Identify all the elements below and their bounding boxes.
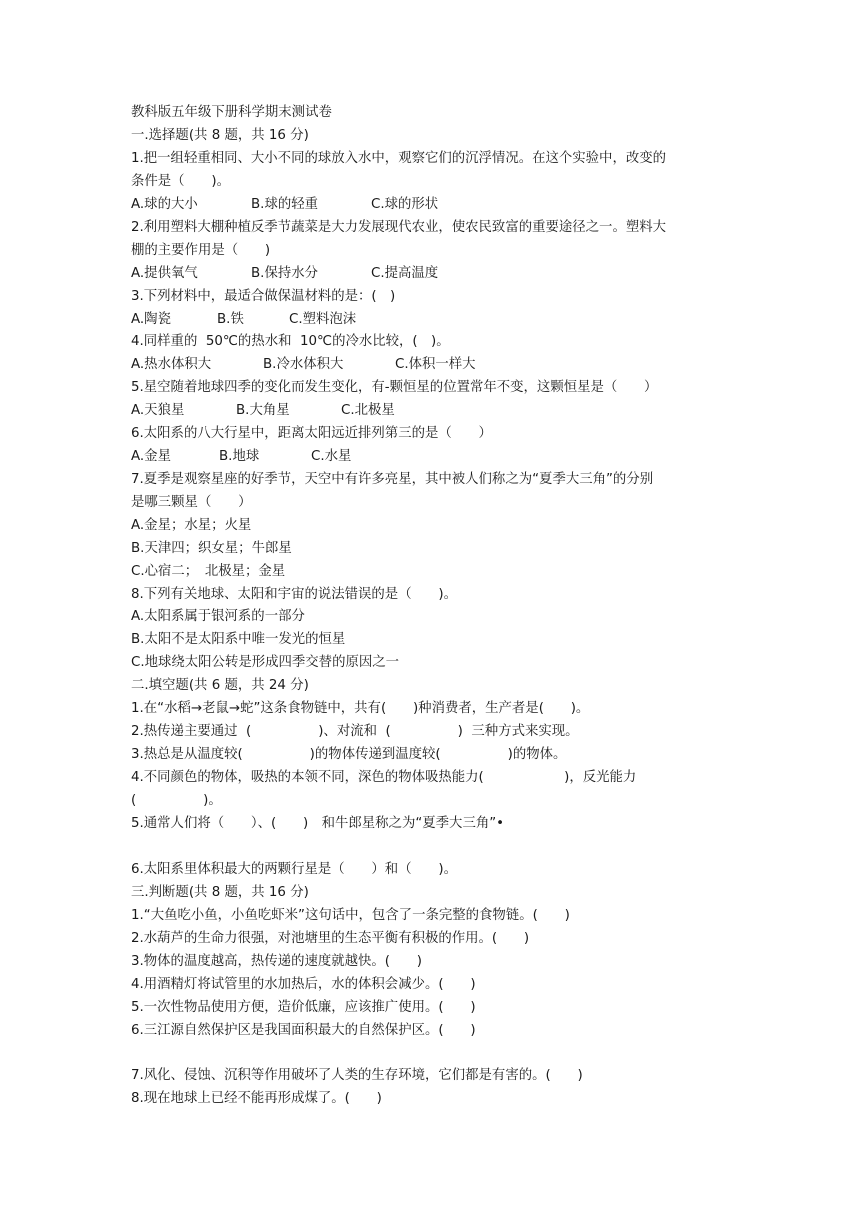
question-text: 7.夏季是观察星座的好季节，天空中有许多亮星，其中被人们称之为“夏季大三角”的分别	[131, 472, 654, 487]
option-b: B.地球	[219, 449, 260, 464]
option-b: B.保持水分	[251, 266, 319, 281]
option-a: A.陶瓷	[131, 312, 171, 327]
question-text: 2.利用塑料大棚种植反季节蔬菜是大力发展现代农业，使农民致富的重要途径之一。塑料大	[131, 220, 667, 235]
page-title: 教科版五年级下册科学期末测试卷	[131, 105, 332, 120]
question-text: 2.水葫芦的生命力很强，对池塘里的生态平衡有积极的作用。( )	[131, 931, 530, 946]
question-text: 5.通常人们将（ ）、( ) 和牛郎星称之为“夏季大三角”•	[131, 816, 505, 831]
option-c: C.塑料泡沫	[289, 312, 357, 327]
question-text: 5.星空随着地球四季的变化而发生变化，有-颗恒星的位置常年不变，这颗恒星是（ ）	[131, 380, 658, 395]
option-b: B.大角星	[236, 403, 290, 418]
option-a: A.提供氧气	[131, 266, 198, 281]
question-text: 4.不同颜色的物体，吸热的本领不同，深色的物体吸热能力( )，反光能力	[131, 770, 637, 785]
option-b: B.冷水体积大	[263, 357, 344, 372]
option-b: B.铁	[217, 312, 244, 327]
question-text: 4.用酒精灯将试管里的水加热后，水的体积会减少。( )	[131, 977, 476, 992]
option-c: C.提高温度	[371, 266, 439, 281]
question-text: 3.热总是从温度较( )的物体传递到温度较( )的物体。	[131, 747, 567, 762]
option-c: C.北极星	[341, 403, 395, 418]
option-a: A.球的大小	[131, 197, 198, 212]
question-text: 6.三江源自然保护区是我国面积最大的自然保护区。( )	[131, 1023, 476, 1038]
question-text: 8.现在地球上已经不能再形成煤了。( )	[131, 1091, 382, 1106]
option-b: B.球的轻重	[251, 197, 319, 212]
question-text: 棚的主要作用是（ )	[131, 243, 271, 258]
question-text: 5.一次性物品使用方便，造价低廉，应该推广使用。( )	[131, 1000, 476, 1015]
option-a: A.热水体积大	[131, 357, 212, 372]
question-text: 3.物体的温度越高，热传递的速度就越快。( )	[131, 954, 423, 969]
question-text: 6.太阳系的八大行星中，距离太阳远近排列第三的是（ ）	[131, 426, 492, 441]
section-heading-judge: 三.判断题(共 8 题，共 16 分)	[131, 885, 309, 900]
option-a: A.天狼星	[131, 403, 185, 418]
option-c: C.心宿二； 北极星；金星	[131, 564, 286, 579]
option-a: A.太阳系属于银河系的一部分	[131, 609, 305, 624]
question-text: 2.热传递主要通过 ( )、对流和 ( ) 三种方式来实现。	[131, 724, 579, 739]
question-text: 4.同样重的 50℃的热水和 10℃的冷水比较，( )。	[131, 334, 450, 349]
question-text: 3.下列材料中，最适合做保温材料的是：( )	[131, 289, 396, 304]
option-c: C.地球绕太阳公转是形成四季交替的原因之一	[131, 655, 400, 670]
option-b: B.天津四；织女星；牛郎星	[131, 541, 292, 556]
option-a: A.金星	[131, 449, 171, 464]
question-text: 8.下列有关地球、太阳和宇宙的说法错误的是（ )。	[131, 587, 457, 602]
option-c: C.球的形状	[371, 197, 439, 212]
question-text: 7.风化、侵蚀、沉积等作用破坏了人类的生存环境，它们都是有害的。( )	[131, 1068, 583, 1083]
question-text: ( )。	[131, 793, 222, 808]
section-heading-choice: 一.选择题(共 8 题，共 16 分)	[131, 128, 309, 143]
question-text: 1.把一组轻重相同、大小不同的球放入水中，观察它们的沉浮情况。在这个实验中，改变的	[131, 151, 667, 166]
question-text: 是哪三颗星（ ）	[131, 495, 252, 510]
question-text: 条件是（ )。	[131, 174, 230, 189]
option-c: C.水星	[311, 449, 352, 464]
question-text: 6.太阳系里体积最大的两颗行星是（ ）和（ )。	[131, 862, 457, 877]
question-text: 1.“大鱼吃小鱼，小鱼吃虾米”这句话中，包含了一条完整的食物链。( )	[131, 908, 570, 923]
section-heading-fill: 二.填空题(共 6 题，共 24 分)	[131, 678, 309, 693]
option-b: B.太阳不是太阳系中唯一发光的恒星	[131, 632, 346, 647]
question-text: 1.在“水稻→老鼠→蛇”这条食物链中，共有( )种消费者，生产者是( )。	[131, 701, 590, 716]
option-a: A.金星；水星；火星	[131, 518, 252, 533]
option-c: C.体积一样大	[395, 357, 476, 372]
